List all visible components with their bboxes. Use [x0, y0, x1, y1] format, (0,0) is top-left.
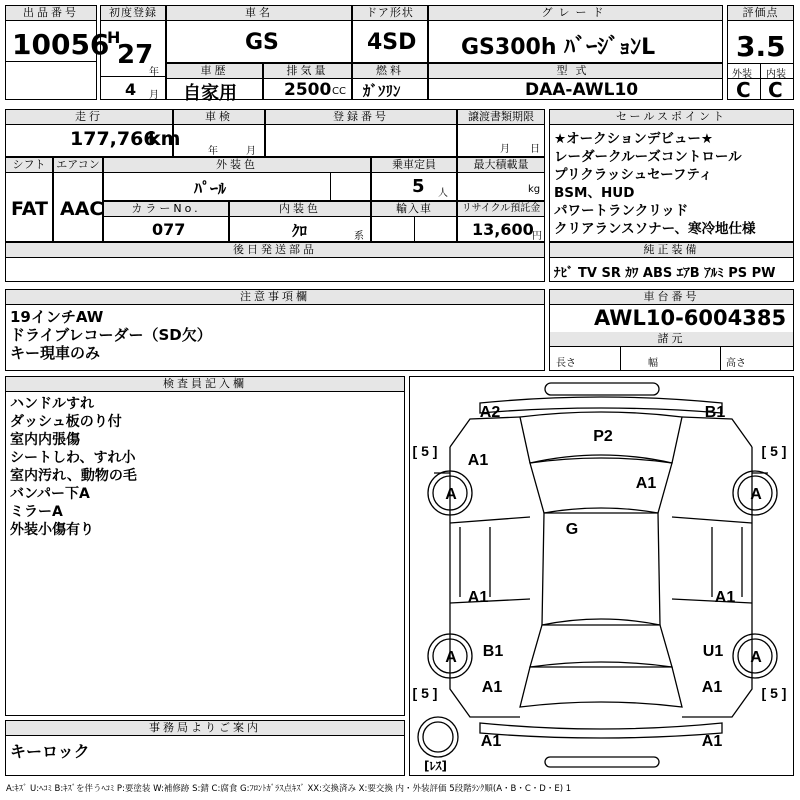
load-unit: kg	[528, 184, 541, 195]
ext-color-label: 外装色	[104, 158, 370, 173]
load-box	[457, 157, 545, 201]
sales-point-item: ★オークションデビュー★	[554, 131, 713, 147]
import-label: 輸入車	[372, 202, 456, 217]
score-ext-value: C	[736, 78, 751, 102]
car-diagram	[410, 377, 793, 775]
inspector-item: 室内内張傷	[10, 432, 80, 448]
mileage-box	[5, 109, 181, 157]
lot-label: 出品番号	[6, 6, 96, 21]
mileage-label: 走行	[6, 110, 172, 125]
damage-mark: G	[565, 521, 579, 538]
ext-color-box	[103, 157, 371, 201]
sales-point-item: パワートランクリッド	[554, 203, 689, 219]
int-color-label: 内装色	[230, 202, 370, 217]
score-label: 評価点	[728, 6, 793, 21]
model-box	[428, 63, 723, 100]
inspection-label: 車検	[174, 110, 264, 125]
history-value: 自家用	[183, 83, 237, 104]
inspector-item: 室内汚れ、動物の毛	[10, 468, 137, 484]
inspector-item: 外装小傷有り	[10, 522, 94, 538]
recycle-value: 13,600	[472, 220, 534, 239]
later-parts-box	[5, 242, 545, 282]
int-color-value: ｸﾛ	[292, 222, 308, 240]
inspector-item: シートしわ、すれ小	[10, 450, 136, 466]
recycle-box	[457, 201, 545, 242]
displacement-label: 排気量	[264, 64, 351, 79]
tire-tread-mark: [ 5 ]	[761, 443, 787, 459]
chassis-box	[549, 289, 794, 371]
damage-mark: A1	[481, 679, 503, 696]
inspection-month-unit: 月	[246, 146, 256, 157]
mileage-unit: km	[148, 128, 181, 150]
damage-mark: B1	[482, 643, 504, 660]
capacity-unit: 人	[438, 188, 448, 199]
tire-mark: A	[445, 649, 457, 666]
damage-mark: B1	[704, 404, 726, 421]
transfer-month-unit: 月	[500, 144, 510, 155]
score-int-value: C	[768, 78, 783, 102]
equipment-value: ﾅﾋﾞ TV SR ｶﾜ ABS ｴｱB ｱﾙﾐ PS PW	[554, 266, 776, 281]
door-value: 4SD	[367, 30, 417, 55]
diagram-box	[409, 376, 794, 776]
car-name-value: GS	[245, 30, 279, 55]
tire-mark: A	[750, 649, 762, 666]
door-box	[352, 5, 428, 63]
inspection-year-unit: 年	[208, 146, 218, 157]
inspector-list	[10, 395, 137, 539]
shift-value: FAT	[11, 198, 48, 220]
capacity-value: 5	[412, 176, 425, 197]
score-value: 3.5	[736, 30, 786, 63]
chassis-value: AWL10-6004385	[594, 306, 787, 330]
color-no-value: 077	[152, 220, 186, 239]
color-no-box	[103, 201, 229, 242]
aircon-label: エアコン	[54, 158, 102, 173]
damage-mark: A1	[635, 475, 657, 492]
sales-point-item: レーダークルーズコントロール	[554, 149, 742, 165]
load-label: 最大積載量	[458, 158, 544, 173]
note-item: キー現車のみ	[10, 344, 101, 362]
first-reg-year-unit: 年	[149, 67, 159, 78]
grade-label: グレード	[429, 6, 722, 21]
grade-box	[428, 5, 723, 63]
spare-label: [ﾚｽ]	[424, 759, 447, 773]
first-reg-month-unit: 月	[149, 90, 159, 101]
office-label: 事務局よりご案内	[6, 721, 404, 736]
notes-box	[5, 289, 545, 371]
first-reg-box	[100, 5, 166, 100]
import-box	[371, 201, 457, 242]
tire-tread-mark: [ 5 ]	[761, 685, 787, 701]
damage-mark: A1	[701, 679, 723, 696]
inspector-item: ダッシュ板のり付	[10, 414, 122, 430]
shift-label: シフト	[6, 158, 52, 173]
inspector-box	[5, 376, 405, 716]
history-label: 車歴	[167, 64, 262, 79]
displacement-unit: CC	[332, 86, 346, 97]
first-reg-year: 27	[117, 40, 154, 70]
dims-label: 諸元	[550, 332, 793, 347]
int-color-unit: 系	[354, 231, 364, 242]
dims-height-label: 高さ	[726, 358, 746, 369]
tire-tread-mark: [ 5 ]	[412, 685, 438, 701]
tire-tread-mark: [ 5 ]	[412, 443, 438, 459]
aircon-value: AAC	[60, 198, 104, 220]
fuel-label: 燃料	[353, 64, 427, 79]
reg-no-label: 登録番号	[266, 110, 456, 125]
car-name-label: 車名	[167, 6, 351, 21]
sales-point-item: クリアランスソナー、寒冷地仕様	[554, 221, 756, 237]
shift-box	[5, 157, 53, 242]
reg-no-box	[265, 109, 457, 157]
tire-mark: A	[445, 486, 457, 503]
ext-color-value: ﾊﾟｰﾙ	[194, 179, 227, 198]
notes-list	[10, 308, 212, 362]
notes-label: 注意事項欄	[6, 290, 544, 305]
transfer-day-unit: 日	[530, 144, 540, 155]
score-box	[727, 5, 794, 100]
first-reg-era: H	[107, 28, 121, 47]
damage-mark: A1	[480, 733, 502, 750]
lot-number: 10056	[12, 28, 110, 61]
dims-length-label: 長さ	[556, 358, 576, 369]
score-int-label: 内装	[766, 69, 786, 80]
damage-mark: A1	[467, 589, 489, 606]
office-box	[5, 720, 405, 776]
damage-mark: P2	[593, 428, 613, 445]
damage-mark: A1	[467, 452, 489, 469]
sales-point-item: BSM、HUD	[554, 185, 635, 201]
office-value: キーロック	[10, 742, 90, 761]
recycle-label: リサイクル預託金	[458, 202, 544, 217]
later-parts-label: 後日発送部品	[6, 243, 544, 258]
model-value: DAA-AWL10	[525, 80, 639, 100]
score-ext-label: 外装	[732, 69, 752, 80]
lot-box	[5, 5, 110, 100]
transfer-box	[457, 109, 545, 157]
int-color-box	[229, 201, 371, 242]
tire-mark: A	[750, 486, 762, 503]
capacity-label: 乗車定員	[372, 158, 456, 173]
inspection-box	[173, 109, 265, 157]
sales-points-list	[554, 130, 756, 238]
capacity-box	[371, 157, 457, 201]
damage-mark: A1	[714, 589, 736, 606]
grade-value: GS300h ﾊﾞｰｼﾞｮﾝL	[461, 35, 656, 60]
sales-points-box	[549, 109, 794, 242]
fuel-value: ｶﾞｿﾘﾝ	[363, 82, 401, 100]
recycle-unit: 円	[532, 231, 542, 242]
inspector-item: バンパー下A	[10, 486, 90, 502]
legend: A:ｷｽﾞ U:ﾍｺﾐ B:ｷｽﾞを伴うﾍｺﾐ P:要塗装 W:補修跡 S:錆 C:腐食 G:ﾌﾛﾝﾄｶﾞﾗｽ点ｷｽﾞ XX:交換済み X:要交換 内・外装評価 5段階ﾗﾝｸ順(A・B・C・D・E) 1	[6, 784, 572, 794]
inspector-item: ハンドルすれ	[10, 396, 94, 412]
sales-points-label: セールスポイント	[550, 110, 793, 125]
first-reg-month: 4	[125, 80, 137, 99]
car-name-box	[166, 5, 352, 63]
inspector-item: ミラーA	[10, 504, 63, 520]
equipment-box	[549, 242, 794, 282]
color-no-label: カラーNo.	[104, 202, 228, 217]
model-label: 型式	[429, 64, 722, 79]
note-item: 19インチAW	[10, 308, 104, 326]
sales-point-item: プリクラッシュセーフティ	[554, 167, 713, 183]
displacement-value: 2500	[284, 80, 332, 100]
equipment-label: 純正装備	[550, 243, 793, 258]
displacement-box	[263, 63, 352, 100]
inspector-label: 検査員記入欄	[6, 377, 404, 392]
aircon-box	[53, 157, 103, 242]
first-reg-label: 初度登録	[101, 6, 165, 21]
dims-width-label: 幅	[648, 358, 658, 369]
history-box	[166, 63, 263, 104]
door-label: ドア形状	[353, 6, 427, 21]
chassis-label: 車台番号	[550, 290, 793, 305]
damage-mark: A1	[701, 733, 723, 750]
transfer-label: 譲渡書類期限	[458, 110, 544, 125]
note-item: ドライブレコーダー（SD欠）	[10, 326, 212, 344]
fuel-box	[352, 63, 428, 100]
damage-mark: A2	[479, 404, 501, 421]
damage-mark: U1	[702, 643, 724, 660]
mileage-value: 177,766	[70, 128, 157, 150]
